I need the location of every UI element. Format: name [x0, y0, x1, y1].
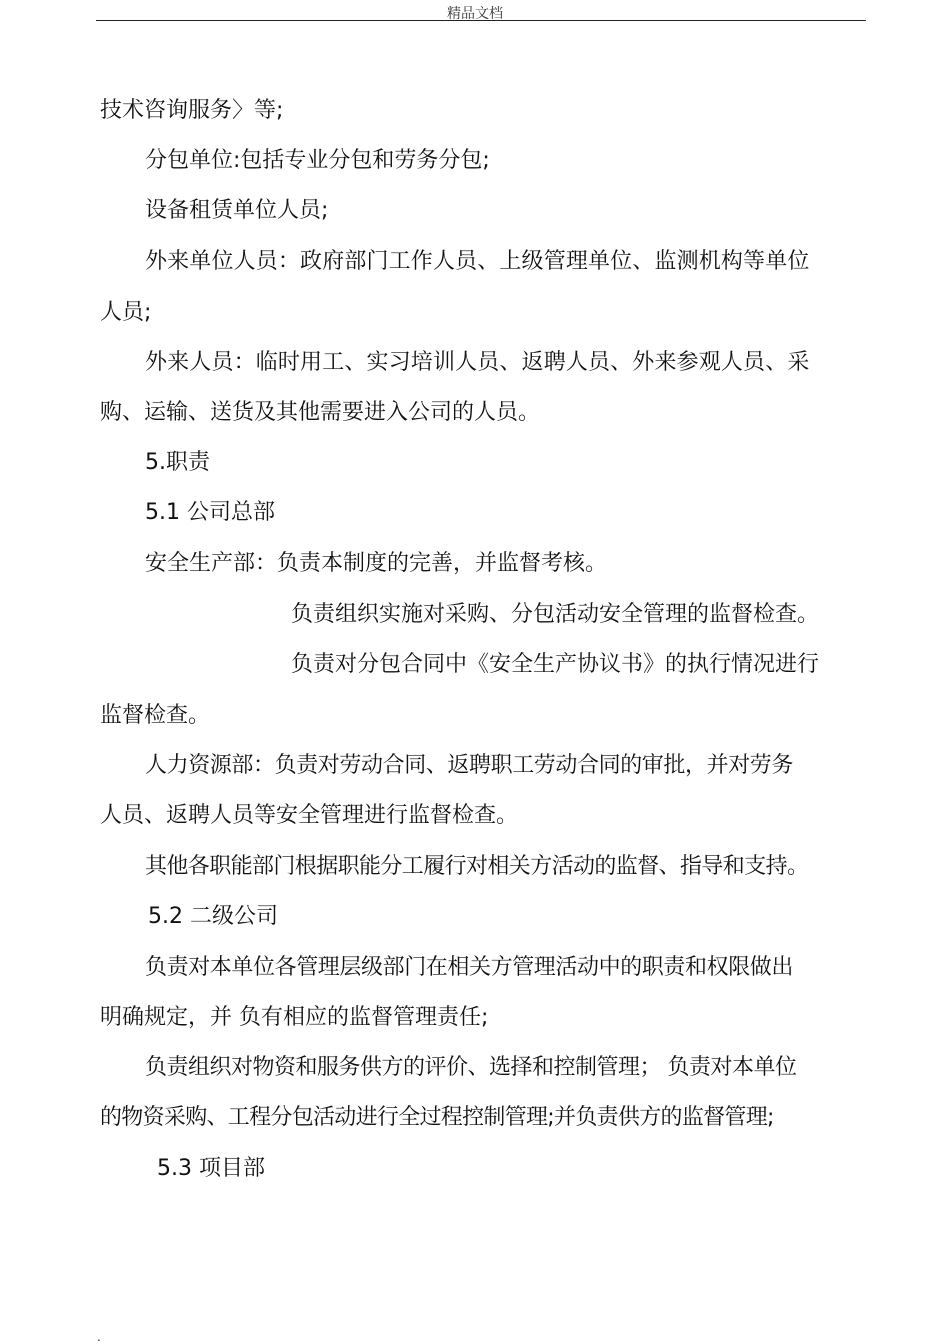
text-line: 分包单位:包括专业分包和劳务分包;: [145, 148, 490, 173]
subsection-heading: 5.2 二级公司: [148, 904, 278, 929]
text-line: 人员、返聘人员等安全管理进行监督检查。: [100, 803, 519, 828]
header-divider: [96, 20, 866, 21]
page-header-title: 精品文档: [447, 6, 503, 22]
footer-mark: .: [97, 1330, 101, 1344]
subsection-heading: 5.3 项目部: [157, 1156, 265, 1181]
text-line: 外来人员：临时用工、实习培训人员、返聘人员、外来参观人员、采: [145, 350, 810, 375]
text-line: 技术咨询服务〉等;: [100, 98, 284, 123]
text-line: 的物资采购、工程分包活动进行全过程控制管理;并负责供方的监督管理;: [100, 1105, 774, 1130]
text-line: 人力资源部：负责对劳动合同、返聘职工劳动合同的审批，并对劳务: [145, 753, 794, 778]
text-line: 明确规定，并 负有相应的监督管理责任;: [100, 1005, 489, 1030]
text-line: 负责对分包合同中《安全生产协议书》的执行情况进行: [291, 652, 820, 677]
text-line: 其他各职能部门根据职能分工履行对相关方活动的监督、指导和支持。: [145, 854, 809, 879]
text-line: 负责组织实施对采购、分包活动安全管理的监督检查。: [291, 602, 820, 627]
section-heading: 5.职责: [145, 450, 210, 475]
text-line: 负责组织对物资和服务供方的评价、选择和控制管理； 负责对本单位: [145, 1055, 797, 1080]
text-line: 外来单位人员：政府部门工作人员、上级管理单位、监测机构等单位: [145, 249, 810, 274]
subsection-heading: 5.1 公司总部: [145, 500, 275, 525]
text-line: 监督检查。: [100, 703, 211, 728]
text-line: 设备租赁单位人员;: [145, 198, 329, 223]
text-line: 购、运输、送货及其他需要进入公司的人员。: [100, 400, 541, 425]
text-line: 安全生产部：负责本制度的完善，并监督考核。: [145, 551, 608, 576]
text-line: 人员;: [100, 300, 152, 325]
text-line: 负责对本单位各管理层级部门在相关方管理活动中的职责和权限做出: [145, 955, 794, 980]
